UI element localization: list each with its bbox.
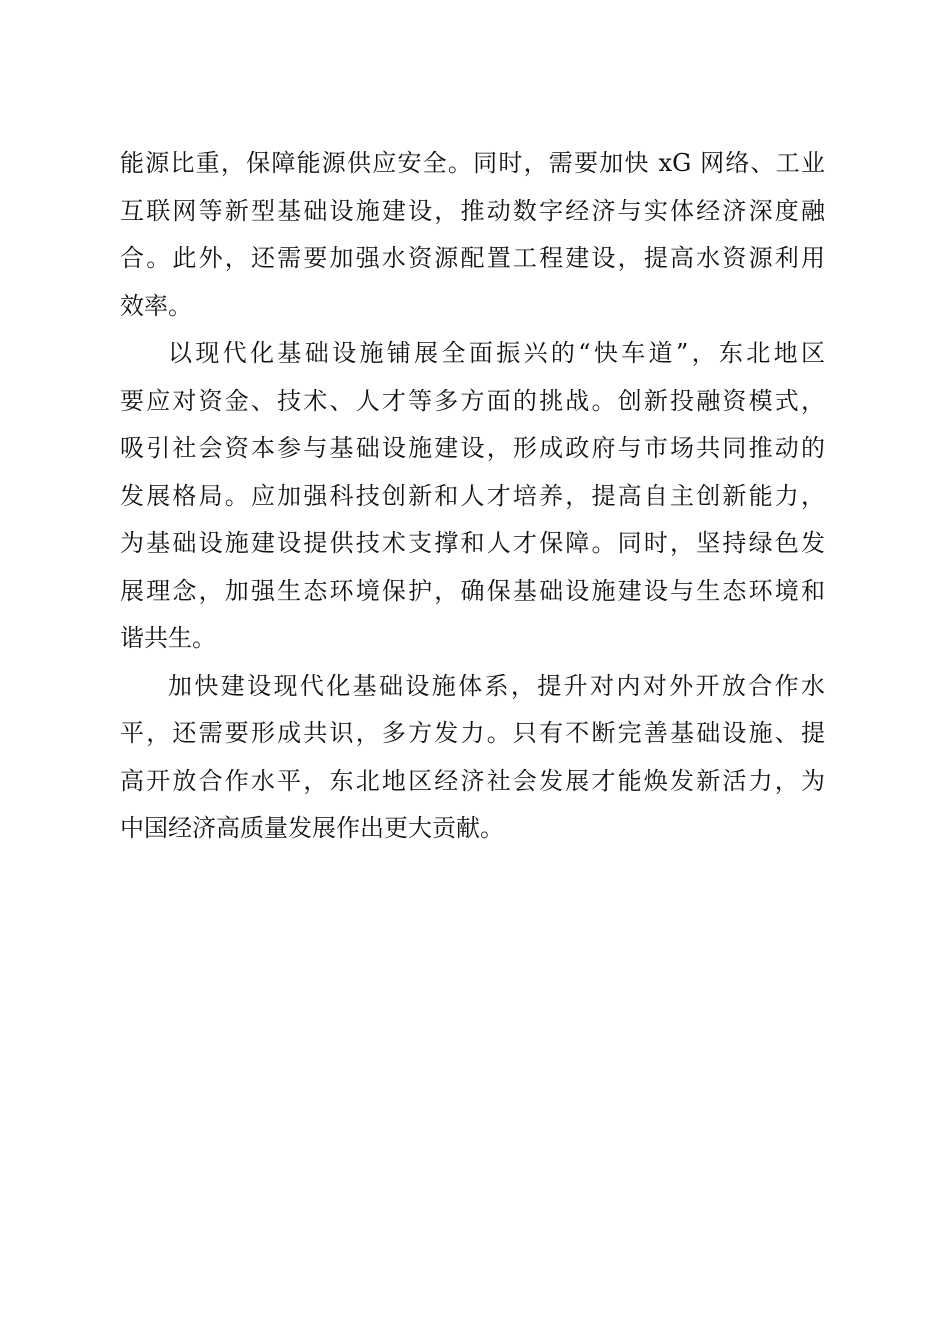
text-line: 加快建设现代化基础设施体系，提升对内对外开放合作水 [168, 671, 825, 700]
paragraph-3 [120, 663, 825, 853]
text-line: 效率。 [120, 291, 192, 320]
paragraph-1 [120, 140, 825, 330]
text-line: 发展格局。应加强科技创新和人才培养，提高自主创新能力， [120, 481, 825, 510]
text-line: 平，还需要形成共识，多方发力。只有不断完善基础设施、提 [120, 719, 825, 747]
text-line: 要应对资金、技术、人才等多方面的挑战。创新投融资模式， [120, 386, 825, 415]
text-line: 展理念，加强生态环境保护，确保基础设施建设与生态环境和 [120, 576, 825, 605]
text-line: 合。此外，还需要加强水资源配置工程建设，提高水资源利用 [120, 244, 825, 272]
body-text [120, 140, 825, 853]
text-line: 高开放合作水平，东北地区经济社会发展才能焕发新活力，为 [120, 766, 825, 795]
text-line: 互联网等新型基础设施建设，推动数字经济与实体经济深度融 [120, 196, 825, 225]
text-line: 谐共生。 [120, 624, 216, 652]
text-line: 为基础设施建设提供技术支撑和人才保障。同时，坚持绿色发 [120, 529, 825, 557]
text-line: 中国经济高质量发展作出更大贡献。 [120, 814, 504, 842]
text-line: 以现代化基础设施铺展全面振兴的“快车道”，东北地区 [168, 339, 825, 367]
text-line: 吸引社会资本参与基础设施建设，形成政府与市场共同推动的 [120, 434, 825, 462]
paragraph-2 [120, 330, 825, 663]
text-line: 能源比重，保障能源供应安全。同时，需要加快 xG 网络、工业 [120, 149, 825, 177]
